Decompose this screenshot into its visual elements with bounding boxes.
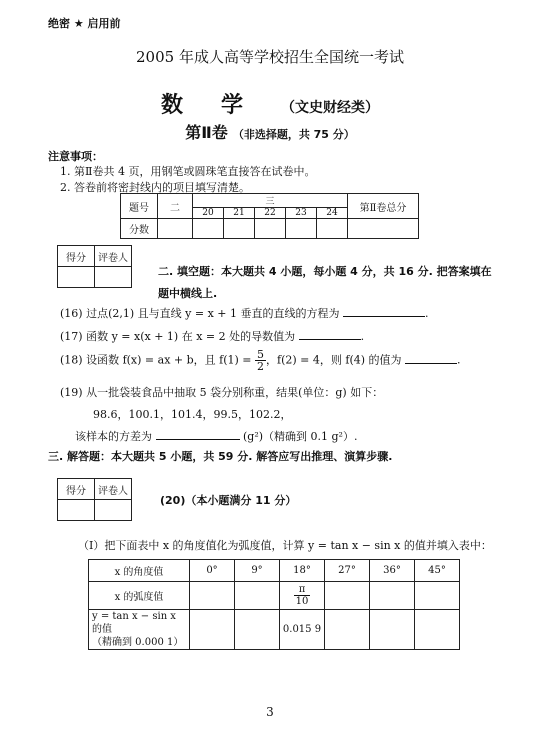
part2-label-cell: 二 [158,194,193,219]
note-item: 2. 答卷前将密封线内的项目填写清楚。 [60,181,250,194]
question-number-cell: 20 [193,208,224,219]
y-value-input[interactable] [370,610,415,650]
score-input-cell[interactable] [224,219,255,239]
question-number-cell: 23 [286,208,317,219]
volume-line [0,120,540,143]
question-number-cell: 22 [255,208,286,219]
angle-degree-cell: 36° [370,560,415,582]
grader-name-label: 评卷人 [95,246,132,267]
question-number-cell: 24 [317,208,348,219]
subject-note: （文史财经类） [281,100,379,116]
angle-degree-cell: 18° [280,560,325,582]
question-19-data: 98.6，100.1，101.4，99.5，102.2， [93,408,292,421]
score-label-cell: 分数 [121,219,158,239]
note-item: 1. 第Ⅱ卷共 4 页，用钢笔或圆珠笔直接答在试卷中。 [60,165,316,178]
question-17-text: (17) 函数 y = x(x + 1) 在 x = 2 处的导数值为 [60,330,296,343]
question-number-cell: 21 [224,208,255,219]
grader-score-label: 得分 [58,246,95,267]
y-value-cell: 0.015 9 [280,610,325,650]
grader-box [57,245,132,288]
angle-radian-input[interactable] [325,582,370,610]
score-input-cell[interactable] [317,219,348,239]
question-20-heading: (20)（本小题满分 11 分） [160,494,297,507]
angle-radian-label: x 的弧度值 [89,582,190,610]
question-16: (16) 过点(2,1) 且与直线 y = x + 1 垂直的直线的方程为 . [60,307,429,320]
grader-box [57,478,132,521]
y-value-input[interactable] [235,610,280,650]
question-18-text-b: ，f(2) = 4，则 f(4) 的值为 [266,353,402,367]
volume-note: （非选择题，共 75 分） [232,128,355,141]
grader-score-cell[interactable] [58,500,95,521]
subject-title: 数学 [160,93,281,118]
score-summary-table [120,193,419,239]
question-19: (19) 从一批袋装食品中抽取 5 袋分别称重，结果(单位：g) 如下： [60,386,384,399]
score-input-cell[interactable] [158,219,193,239]
fraction-five-halves [255,349,266,372]
y-value-input[interactable] [415,610,460,650]
fraction-numerator: 5 [257,348,265,361]
grader-name-label: 评卷人 [95,479,132,500]
angle-radian-input[interactable] [235,582,280,610]
y-value-label-formula: y = tan x − sin x 的值 [92,611,176,635]
angle-radian-input[interactable] [370,582,415,610]
question-18-text-a: (18) 设函数 f(x) = ax + b，且 f(1) = [60,353,252,367]
score-input-cell[interactable] [286,219,317,239]
angle-degree-cell: 9° [235,560,280,582]
total-label-cell: 第Ⅱ卷总分 [348,194,419,219]
question-16-text: (16) 过点(2,1) 且与直线 y = x + 1 垂直的直线的方程为 [60,307,340,320]
score-input-cell[interactable] [193,219,224,239]
y-value-input[interactable] [325,610,370,650]
question-18: (18) 设函数 f(x) = ax + b，且 f(1) = $\frac{5}{2}$ ，f(2) = 4，则 f(4) 的值为 . [60,348,461,373]
y-value-label [89,610,190,650]
question-17: (17) 函数 y = x(x + 1) 在 x = 2 处的导数值为 . [60,330,365,343]
fraction-pi-over-ten [294,584,311,607]
question-19-variance [75,428,357,444]
answer-blank-19[interactable] [156,428,240,440]
angle-degree-cell: 45° [415,560,460,582]
page-number: 3 [266,705,274,719]
total-score-cell[interactable] [348,219,419,239]
angle-degree-cell: 27° [325,560,370,582]
grader-name-cell[interactable] [95,500,132,521]
grader-score-cell[interactable] [58,267,95,288]
fraction-denominator: 2 [257,360,265,373]
fraction-numerator: π [294,584,311,596]
answer-blank-16[interactable] [343,305,425,317]
angle-degree-label: x 的角度值 [89,560,190,582]
volume-title: 第Ⅱ卷 [185,123,228,142]
subject-line [0,88,540,119]
question-20-part-1: （Ⅰ）把下面表中 x 的角度值化为弧度值，计算 y = tan x − sin x 的值并填入表中： [78,539,492,552]
y-value-label-precision: （精确到 0.000 1） [92,637,184,648]
angle-degree-cell: 0° [190,560,235,582]
part3-label-cell: 三 [193,194,348,208]
question-19-variance-text: 该样本的方差为 [75,430,152,443]
answer-blank-17[interactable] [299,328,361,340]
grader-score-label: 得分 [58,479,95,500]
angle-radian-cell [280,582,325,610]
section-2-heading: 二. 填空题：本大题共 4 小题，每小题 4 分，共 16 分. 把答案填在题中横线上. [158,265,492,300]
question-19-variance-unit: (g²)（精确到 0.1 g²）. [243,430,358,443]
angle-radian-input[interactable] [415,582,460,610]
answer-blank-18[interactable] [405,352,457,364]
grader-name-cell[interactable] [95,267,132,288]
fraction-denominator: 10 [295,596,309,607]
section-3-heading: 三. 解答题：本大题共 5 小题，共 59 分. 解答应写出推理、演算步骤. [48,450,393,463]
score-input-cell[interactable] [255,219,286,239]
angle-value-table [88,559,460,650]
confidential-mark: 绝密 ★ 启用前 [48,17,121,30]
angle-radian-input[interactable] [190,582,235,610]
question-label-cell: 题号 [121,194,158,219]
y-value-input[interactable] [190,610,235,650]
exam-title: 2005 年成人高等学校招生全国统一考试 [136,48,404,66]
notes-title: 注意事项： [48,150,103,163]
